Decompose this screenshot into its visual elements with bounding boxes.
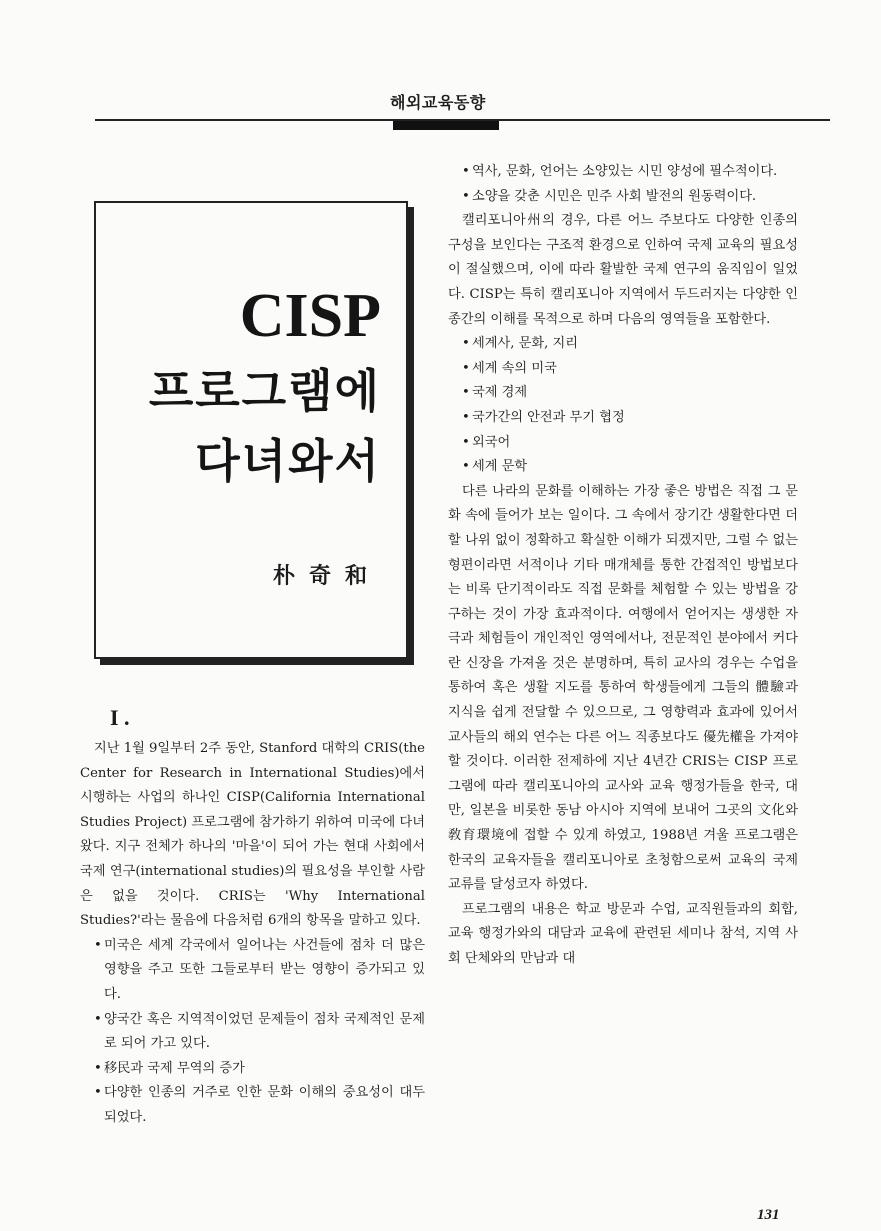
list-item: • 외국어 — [462, 434, 511, 450]
list-item: • 역사, 문화, 언어는 소양있는 시민 양성에 필수적이다. — [462, 164, 778, 179]
california-paragraph: 캘리포니아州의 경우, 다른 어느 주보다도 다양한 인종의 구성을 보인다는 구조적 환경으로 인하여 국제 교육의 필요성이 절실했으며, 이에 따라 활발한 국제 연구의 움직임이 일었다. CISP는 특히 캘리포니아 지역에서 두드러지는 다양한 인종간의 이해를 목적으로 하며 다음의 영역들을 포함한다. — [448, 213, 798, 327]
section-header-title: 해외교육동향 — [390, 93, 486, 112]
article-title-line-1: CISP — [239, 282, 381, 350]
right-column — [448, 160, 798, 972]
intro-paragraph: 지난 1월 9일부터 2주 동안, Stanford 대학의 CRIS(the Center for Research in International Studies)에서 시행하는 사업의 하나인 CISP(California International Studies Project) 프로그램에 참가하기 위하여 미국에 다녀왔다. 지구 전체가 하나의 '마을'이 되어 가는 현대 사회에서 국제 연구(international studies)의 필요성을 부인할 사람은 없을 것이다. CRIS는 'Why International Studies?'라는 물음에 다음처럼 6개의 항목을 말하고 있다. — [80, 741, 425, 929]
reasons-list-continued — [448, 160, 798, 209]
header-tab-bar — [393, 121, 499, 130]
program-content-paragraph: 프로그램의 내용은 학교 방문과 수업, 교직원들과의 회합, 교육 행정가와의 대담과 교육에 관련된 세미나 참석, 지역 사회 단체와의 만남과 대 — [448, 901, 798, 966]
article-title-line-3: 다녀와서 — [195, 434, 381, 488]
list-item: • 세계 문학 — [462, 459, 528, 475]
list-item: • 국가간의 안전과 무기 협정 — [462, 409, 625, 425]
list-item: • 다양한 인종의 거주로 인한 문화 이해의 중요성이 대두되었다. — [94, 1085, 425, 1125]
article-title-line-2: 프로그램에 — [148, 364, 381, 418]
left-column — [80, 705, 425, 1131]
section-number: I . — [110, 705, 130, 730]
list-item: • 세계 속의 미국 — [462, 360, 557, 376]
list-item: • 세계사, 문화, 지리 — [462, 336, 578, 352]
article-title-box — [94, 201, 408, 659]
list-item: • 미국은 세계 각국에서 일어나는 사건들에 점차 더 많은 영향을 주고 또한 그들로부터 받는 영향이 증가되고 있다. — [94, 937, 425, 1002]
culture-experience-paragraph: 다른 나라의 문화를 이해하는 가장 좋은 방법은 직접 그 문화 속에 들어가 보는 일이다. 그 속에서 장기간 생활한다면 더할 나위 없이 정확하고 확실한 이해가 되겠지만, 그럴 수 없는 형편이라면 서적이나 기타 매개체를 통한 간접적인 방법보다는 비록 단기적이라도 직접 문화를 체험할 수 있는 방법을 강구하는 것이 가장 효과적이다. 여행에서 얻어지는 생생한 자극과 체험들이 개인적인 영역에서나, 전문적인 분야에서 커다란 신장을 가져올 것은 분명하며, 특히 교사의 경우는 수업을 통하여 혹은 생활 지도를 통하여 학생들에게 그들의 體驗과 지식을 쉽게 전달할 수 있으므로, 그 영향력과 효과에 있어서 교사들의 해외 연수는 다른 어느 직종보다도 優先權을 가져야 할 것이다. 이러한 전제하에 지난 4년간 CRIS는 CISP 프로그램에 따라 캘리포니아의 교사와 교육 행정가들을 한국, 대만, 일본을 비롯한 동남 아시아 지역에 보내어 그곳의 文化와 敎育環境에 접할 수 있게 하였고, 1988년 겨울 프로그램은 한국의 교육자들을 캘리포니아로 초청함으로써 교육의 국제 교류를 달성코자 하였다. — [448, 483, 798, 893]
reasons-list — [80, 934, 425, 1131]
list-item: • 양국간 혹은 지역적이었던 문제들이 점차 국제적인 문제로 되어 가고 있다. — [94, 1011, 425, 1052]
list-item: • 국제 경제 — [462, 385, 528, 401]
list-item: • 移民과 국제 무역의 증가 — [94, 1060, 245, 1076]
study-areas-list — [448, 332, 798, 480]
list-item: • 소양을 갖춘 시민은 민주 사회 발전의 원동력이다. — [462, 188, 757, 204]
page-number: 131 — [757, 1207, 780, 1223]
author-name: 朴奇和 — [272, 564, 381, 589]
